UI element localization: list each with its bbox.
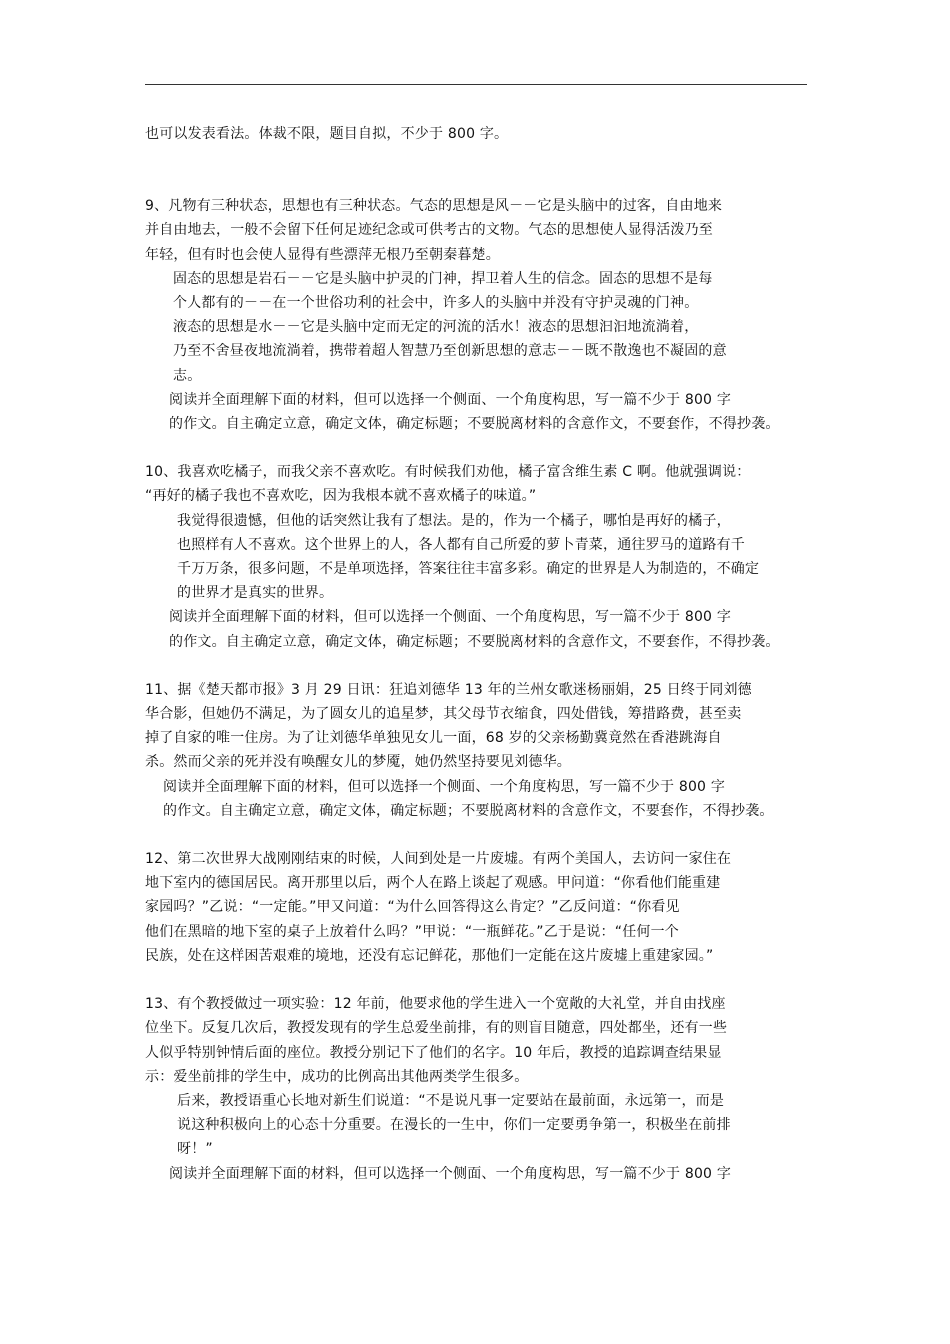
header-rule bbox=[145, 84, 807, 85]
q13-paragraph-1: 13、有个教授做过一项实验：12 年前，他要求他的学生进入一个宽敞的大礼堂，并自由找座 位坐下。反复几次后，教授发现有的学生总爱坐前排，有的则盲目随意，四处都坐，还有一些 人似乎特别钟情后面的座位。教授分别记下了他们的名字。10 年后，教授的追踪调查结果显 示：爱坐前排的学生中，成功的比例高出其他两类学生很多。 bbox=[145, 996, 728, 1085]
q9-paragraph-1: 9、凡物有三种状态，思想也有三种状态。气态的思想是风－－它是头脑中的过客，自由地来 并自由地去，一般不会留下任何足迹纪念或可供考古的文物。气态的思想使人显得活泼乃至 年轻，但有时也会使人显得有些漂萍无根乃至朝秦暮楚。 bbox=[145, 198, 723, 263]
q11-task: 阅读并全面理解下面的材料，但可以选择一个侧面、一个角度构思，写一篇不少于 800 字 的作文。自主确定立意，确定文体，确定标题；不要脱离材料的含意作文，不要套作，不得抄袭。 bbox=[163, 778, 774, 819]
q9-paragraph-3: 液态的思想是水－－它是头脑中定而无定的河流的活水！液态的思想汩汩地流淌着， 乃至不舍昼夜地流淌着，携带着超人智慧乃至创新思想的意志－－既不散逸也不凝固的意 志。 bbox=[173, 319, 727, 384]
q9-task: 阅读并全面理解下面的材料，但可以选择一个侧面、一个角度构思，写一篇不少于 800 字 的作文。自主确定立意，确定文体，确定标题；不要脱离材料的含意作文，不要套作，不得抄袭。 bbox=[169, 391, 780, 433]
q13-task: 阅读并全面理解下面的材料，但可以选择一个侧面、一个角度构思，写一篇不少于 800 字 bbox=[169, 1165, 732, 1182]
intro-paragraph: 也可以发表看法。体裁不限，题目自拟，不少于 800 字。 bbox=[145, 126, 509, 142]
q10-paragraph-1: 10、我喜欢吃橘子，而我父亲不喜欢吃。有时候我们劝他，橘子富含维生素 C 啊。他就强调说： “再好的橘子我也不喜欢吃，因为我根本就不喜欢橘子的味道。” bbox=[145, 464, 751, 505]
q13-paragraph-2: 后来，教授语重心长地对新生们说道：“不是说凡事一定要站在最前面，永远第一，而是 说这种积极向上的心态十分重要。在漫长的一生中，你们一定要勇争第一，积极坐在前排 呀！” bbox=[177, 1092, 731, 1158]
q11-paragraph-1: 11、据《楚天都市报》3 月 29 日讯：狂追刘德华 13 年的兰州女歌迷杨丽娟，25 日终于同刘德 华合影，但她仍不满足，为了圆女儿的追星梦，其父母节衣缩食，四处借钱，筹措路费，甚至卖 掉了自家的唯一住房。为了让刘德华单独见女儿一面，68 岁的父亲杨勤冀竟然在香港跳海自 杀。然而父亲的死并没有唤醒女儿的梦魇，她仍然坚持要见刘德华。 bbox=[145, 681, 752, 771]
document-body bbox=[145, 122, 809, 1186]
q9-paragraph-2: 固态的思想是岩石－－它是头脑中护灵的门神，捍卫着人生的信念。固态的思想不是每 个人都有的－－在一个世俗功利的社会中，许多人的头脑中并没有守护灵魂的门神。 bbox=[173, 270, 713, 312]
q10-task: 阅读并全面理解下面的材料，但可以选择一个侧面、一个角度构思，写一篇不少于 800 字 的作文。自主确定立意，确定文体，确定标题；不要脱离材料的含意作文，不要套作，不得抄袭。 bbox=[169, 609, 780, 650]
q12-paragraph-1: 12、第二次世界大战刚刚结束的时候，人间到处是一片废墟。有两个美国人，去访问一家住在 地下室内的德国居民。离开那里以后，两个人在路上谈起了观感。甲问道：“你看他们能重建 家园吗？”乙说：“一定能。”甲又问道：“为什么回答得这么肯定？”乙反问道：“你看见 他们在黑暗的地下室的桌子上放着什么吗？”甲说：“一瓶鲜花。”乙于是说：“任何一个 民族，处在这样困苦艰难的境地，还没有忘记鲜花，那他们一定能在这片废墟上重建家园。” bbox=[145, 851, 732, 964]
q10-paragraph-2: 我觉得很遗憾，但他的话突然让我有了想法。是的，作为一个橘子，哪怕是再好的橘子， 也照样有人不喜欢。这个世界上的人，各人都有自己所爱的萝卜青菜，通往罗马的道路有千 千万万条，很多问题，不是单项选择，答案往往丰富多彩。确定的世界是人为制造的，不确定 的世界才是真实的世界。 bbox=[177, 512, 760, 602]
